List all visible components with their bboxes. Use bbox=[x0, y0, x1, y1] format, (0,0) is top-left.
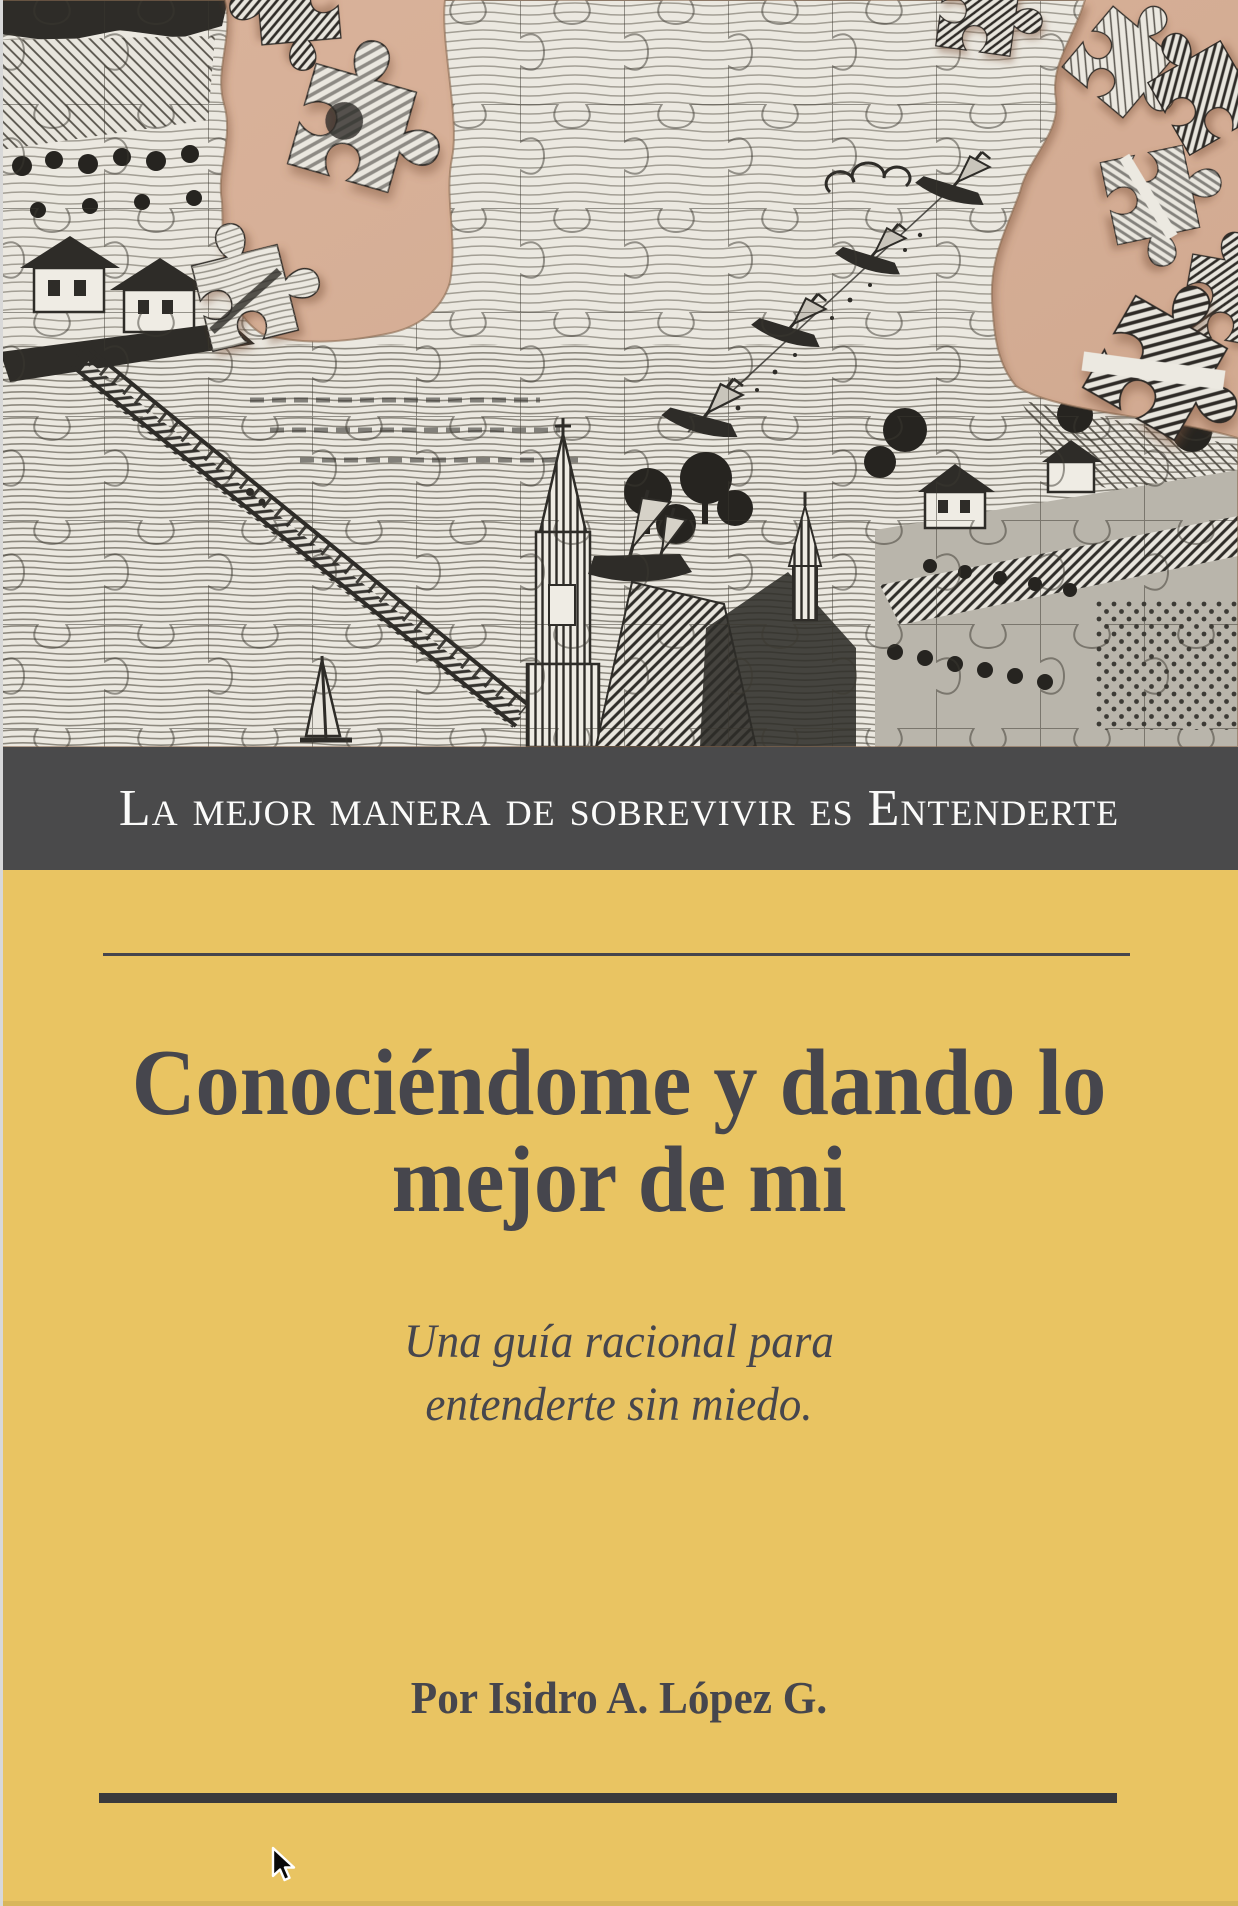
book-subtitle-line1: Una guía racional para bbox=[404, 1315, 834, 1368]
top-divider bbox=[103, 953, 1130, 956]
tagline-text: La mejor manera de sobrevivir es Entenderte bbox=[118, 780, 1120, 837]
cover-body bbox=[0, 870, 1238, 1906]
book-title bbox=[37, 1031, 1201, 1232]
mouse-cursor bbox=[270, 1846, 298, 1891]
book-subtitle bbox=[37, 1310, 1201, 1436]
arrow-pointer-icon bbox=[270, 1846, 298, 1886]
puzzle-photo-illustration bbox=[0, 0, 1238, 747]
bottom-divider bbox=[99, 1793, 1117, 1803]
book-title-line2: mejor de mi bbox=[391, 1128, 847, 1232]
author-byline: Por Isidro A. López G. bbox=[410, 1672, 828, 1723]
book-title-line1: Conociéndome y dando lo bbox=[131, 1031, 1107, 1135]
book-subtitle-line2: entenderte sin miedo. bbox=[425, 1378, 813, 1431]
cover-photo bbox=[0, 0, 1238, 747]
tagline-banner bbox=[0, 747, 1238, 870]
